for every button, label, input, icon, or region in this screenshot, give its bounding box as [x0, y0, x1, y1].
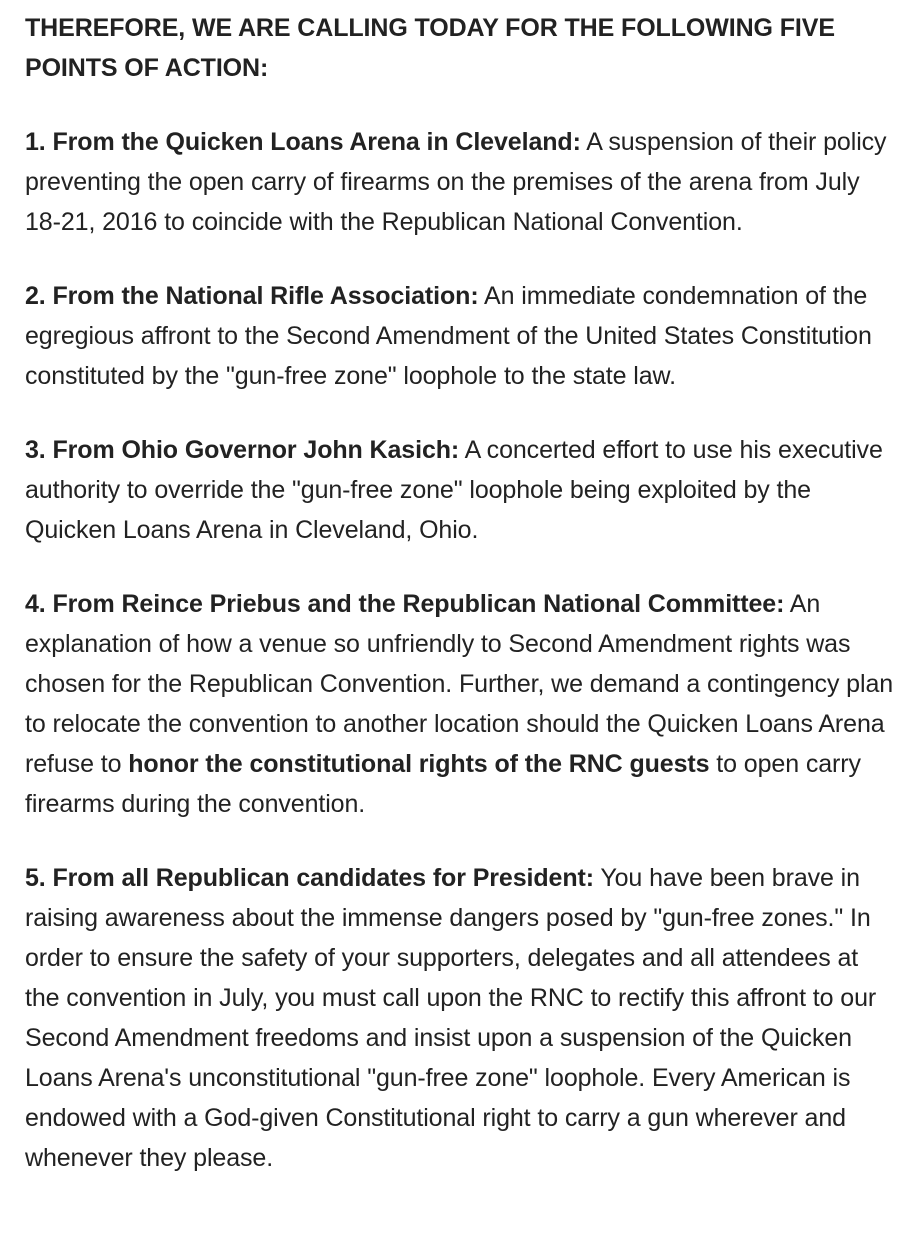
action-point-1-lead: 1. From the Quicken Loans Arena in Cleveland: — [25, 128, 581, 156]
action-point-5-text: You have been brave in raising awareness about the immense dangers posed by "gun-free zones." In order to ensure the safety of your supporters, delegates and all attendees at the convention in July, you must call upon the RNC to rectify this affront to our Second Amendment freedoms and insist upon a suspension of the Quicken Loans Arena's unconstitutional "gun-free zone" loophole. Every American is endowed with a God-given Constitutional right to carry a gun wherever and whenever they please. — [25, 864, 877, 1172]
action-point-2-text: An immediate condemnation of the egregious affront to the Second Amendment of the United States Constitution constituted by the "gun-free zone" loophole to the state law. — [25, 282, 872, 390]
action-point-5 — [25, 858, 895, 1178]
action-point-4-tail: to open carry firearms during the convention. — [25, 750, 861, 818]
action-point-3 — [25, 430, 895, 550]
action-point-5-lead: 5. From all Republican candidates for President: — [25, 864, 594, 892]
action-point-1-text: A suspension of their policy preventing the open carry of firearms on the premises of the arena from July 18-21, 2016 to coincide with the Republican National Convention. — [25, 128, 887, 236]
action-point-4-text: An explanation of how a venue so unfriendly to Second Amendment rights was chosen for the Republican Convention. Further, we demand a contingency plan to relocate the convention to another location should the Quicken Loans Arena refuse to — [25, 590, 894, 778]
action-point-4-lead: 4. From Reince Priebus and the Republican National Committee: — [25, 590, 785, 618]
action-point-4 — [25, 584, 895, 824]
action-point-3-lead: 3. From Ohio Governor John Kasich: — [25, 436, 460, 464]
document-body — [25, 8, 895, 1178]
action-point-1 — [25, 122, 895, 242]
action-point-3-text: A concerted effort to use his executive authority to override the "gun-free zone" loophole being exploited by the Quicken Loans Arena in Cleveland, Ohio. — [25, 436, 883, 544]
action-point-2-lead: 2. From the National Rifle Association: — [25, 282, 479, 310]
action-point-2 — [25, 276, 895, 396]
section-heading: THEREFORE, WE ARE CALLING TODAY FOR THE FOLLOWING FIVE POINTS OF ACTION: — [25, 14, 835, 82]
action-point-4-emphasis: honor the constitutional rights of the RNC guests — [128, 750, 710, 778]
